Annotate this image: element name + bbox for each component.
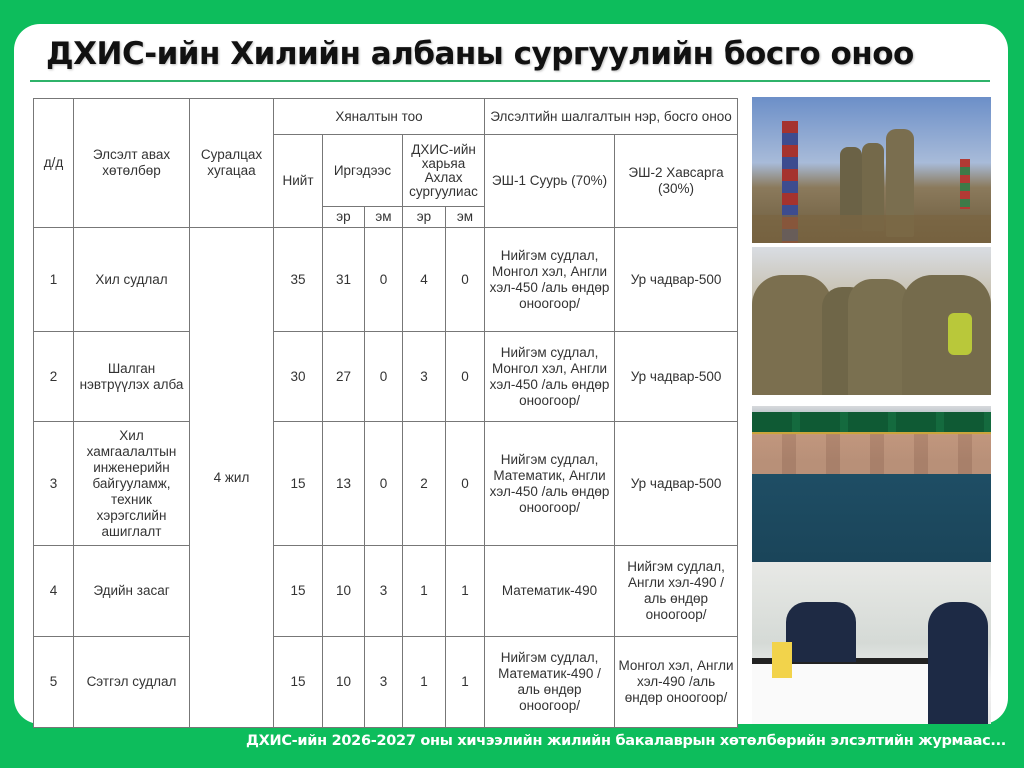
header-citizens-female: эм xyxy=(365,207,403,228)
row-num: 4 xyxy=(34,546,74,637)
row-citizens-male: 31 xyxy=(323,228,365,332)
row-program: Эдийн засаг xyxy=(74,546,190,637)
row-school-male: 4 xyxy=(403,228,446,332)
row-total: 15 xyxy=(274,546,323,637)
table-row xyxy=(34,332,738,422)
header-school: ДХИС-ийн харьяа Ахлах сургуулиас xyxy=(403,135,485,207)
row-esh1: Нийгэм судлал, Математик-490 /аль өндөр оноогоор/ xyxy=(485,637,615,728)
header-esh2: ЭШ-2 Хавсарга (30%) xyxy=(615,135,738,228)
header-esh1: ЭШ-1 Суурь (70%) xyxy=(485,135,615,228)
row-school-male: 3 xyxy=(403,332,446,422)
table-row xyxy=(34,637,738,728)
header-citizens: Иргэдээс xyxy=(323,135,403,207)
header-exam: Элсэлтийн шалгалтын нэр, босго оноо xyxy=(485,99,738,135)
row-school-male: 1 xyxy=(403,637,446,728)
row-esh1: Нийгэм судлал, Монгол хэл, Англи хэл-450 /аль өндөр оноогоор/ xyxy=(485,332,615,422)
row-program: Сэтгэл судлал xyxy=(74,637,190,728)
header-total: Нийт xyxy=(274,135,323,228)
duration-cell: 4 жил xyxy=(190,228,274,728)
threshold-score-table xyxy=(33,98,738,728)
row-esh2: Нийгэм судлал, Англи хэл-490 /аль өндөр оноогоор/ xyxy=(615,546,738,637)
row-school-female: 0 xyxy=(446,228,485,332)
row-citizens-male: 10 xyxy=(323,546,365,637)
row-esh1: Нийгэм судлал, Монгол хэл, Англи хэл-450 /аль өндөр оноогоор/ xyxy=(485,228,615,332)
row-total: 15 xyxy=(274,422,323,546)
row-program: Хил судлал xyxy=(74,228,190,332)
row-citizens-female: 3 xyxy=(365,546,403,637)
header-school-female: эм xyxy=(446,207,485,228)
row-esh2: Ур чадвар-500 xyxy=(615,332,738,422)
header-school-male: эр xyxy=(403,207,446,228)
header-citizens-male: эр xyxy=(323,207,365,228)
row-citizens-female: 0 xyxy=(365,332,403,422)
medal-ceremony-photo xyxy=(752,247,991,395)
row-school-female: 0 xyxy=(446,332,485,422)
header-duration: Суралцах хугацаа xyxy=(190,99,274,228)
row-esh1: Нийгэм судлал, Математик, Англи хэл-450 /аль өндөр оноогоор/ xyxy=(485,422,615,546)
row-citizens-male: 10 xyxy=(323,637,365,728)
row-total: 15 xyxy=(274,637,323,728)
table-row xyxy=(34,422,738,546)
row-total: 30 xyxy=(274,332,323,422)
header-control-count: Хяналтын тоо xyxy=(274,99,485,135)
row-school-male: 2 xyxy=(403,422,446,546)
header-num: д/д xyxy=(34,99,74,228)
row-num: 1 xyxy=(34,228,74,332)
row-num: 5 xyxy=(34,637,74,728)
source-footer: ДХИС-ийн 2026-2027 оны хичээлийн жилийн бакалаврын хөтөлбөрийн элсэлтийн журмаас... xyxy=(246,733,1006,749)
row-school-female: 1 xyxy=(446,546,485,637)
row-num: 3 xyxy=(34,422,74,546)
row-program: Шалган нэвтрүүлэх алба xyxy=(74,332,190,422)
uniformed-cadets-photo xyxy=(752,406,991,566)
table-row xyxy=(34,228,738,332)
table-row xyxy=(34,546,738,637)
row-citizens-female: 0 xyxy=(365,228,403,332)
passport-control-photo xyxy=(752,562,991,724)
row-num: 2 xyxy=(34,332,74,422)
row-total: 35 xyxy=(274,228,323,332)
border-patrol-soldiers-photo xyxy=(752,97,991,243)
row-citizens-female: 0 xyxy=(365,422,403,546)
row-school-male: 1 xyxy=(403,546,446,637)
row-esh2: Монгол хэл, Англи хэл-490 /аль өндөр оноогоор/ xyxy=(615,637,738,728)
page-title: ДХИС-ийн Хилийн албаны сургуулийн босго оноо xyxy=(46,36,914,72)
row-citizens-male: 27 xyxy=(323,332,365,422)
row-school-female: 0 xyxy=(446,422,485,546)
row-program: Хил хамгаалалтын инженерийн байгууламж, техник хэрэгслийн ашиглалт xyxy=(74,422,190,546)
row-esh2: Ур чадвар-500 xyxy=(615,422,738,546)
row-school-female: 1 xyxy=(446,637,485,728)
header-program: Элсэлт авах хөтөлбөр xyxy=(74,99,190,228)
row-esh1: Математик-490 xyxy=(485,546,615,637)
row-citizens-female: 3 xyxy=(365,637,403,728)
row-citizens-male: 13 xyxy=(323,422,365,546)
title-divider xyxy=(30,80,990,82)
row-esh2: Ур чадвар-500 xyxy=(615,228,738,332)
